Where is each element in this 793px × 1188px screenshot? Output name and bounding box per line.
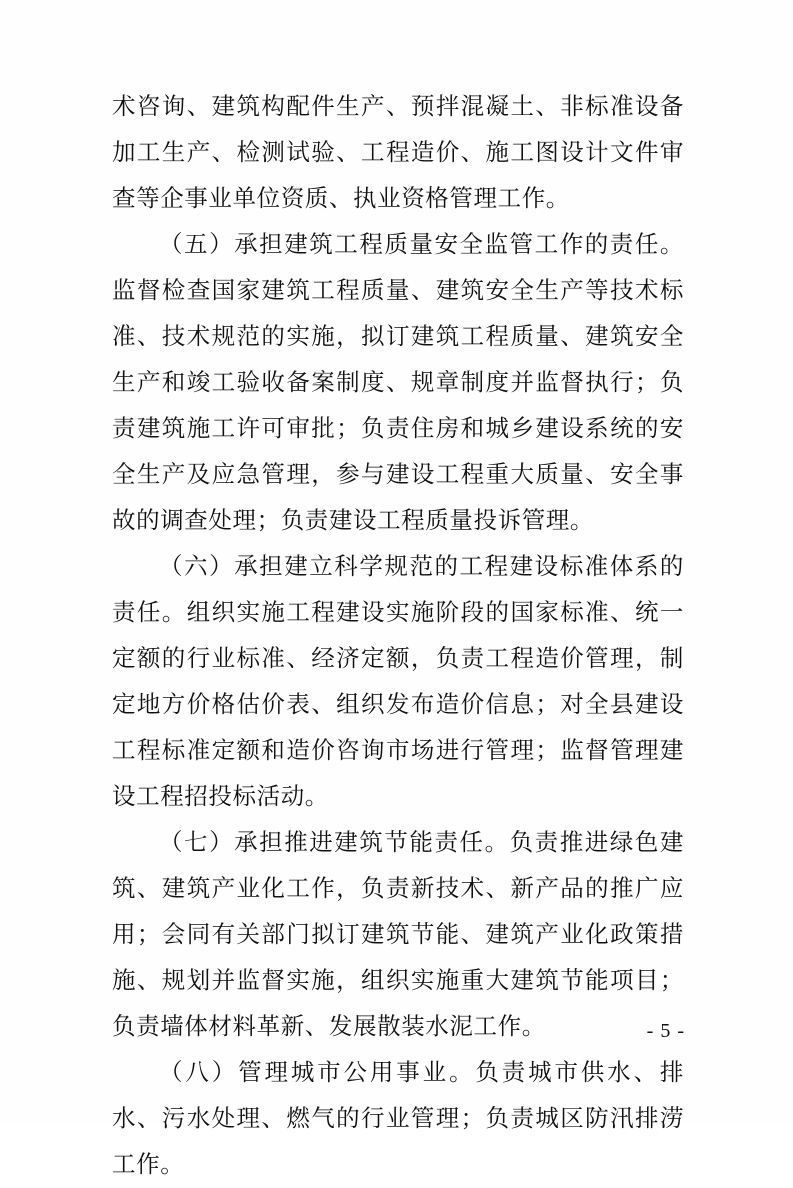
paragraph-item-6: （六）承担建立科学规范的工程建设标准体系的责任。组织实施工程建设实施阶段的国家标准、统一定额的行业标准、经济定额，负责工程造价管理，制定地方价格估价表、组织发布造价信息；对全县建设工程标准定额和造价咨询市场进行管理；监督管理建设工程招投标活动。 xyxy=(112,554,684,810)
document-body xyxy=(112,84,684,1188)
paragraph-item-5: （五）承担建筑工程质量安全监管工作的责任。监督检查国家建筑工程质量、建筑安全生产等技术标准、技术规范的实施，拟订建筑工程质量、建筑安全生产和竣工验收备案制度、规章制度并监督执行；负责建筑施工许可审批；负责住房和城乡建设系统的安全生产及应急管理，参与建设工程重大质量、安全事故的调查处理；负责建设工程质量投诉管理。 xyxy=(112,232,684,534)
paragraph-item-8: （八）管理城市公用事业。负责城市供水、排水、污水处理、燃气的行业管理；负责城区防汛排涝工作。 xyxy=(112,1060,684,1178)
paragraph-continuation: 术咨询、建筑构配件生产、预拌混凝土、非标准设备加工生产、检测试验、工程造价、施工图设计文件审查等企事业单位资质、执业资格管理工作。 xyxy=(112,94,684,212)
page-number: - 5 - xyxy=(646,1020,685,1042)
paragraph-item-7: （七）承担推进建筑节能责任。负责推进绿色建筑、建筑产业化工作，负责新技术、新产品的推广应用；会同有关部门拟订建筑节能、建筑产业化政策措施、规划并监督实施，组织实施重大建筑节能项目；负责墙体材料革新、发展散装水泥工作。 xyxy=(112,830,684,1040)
